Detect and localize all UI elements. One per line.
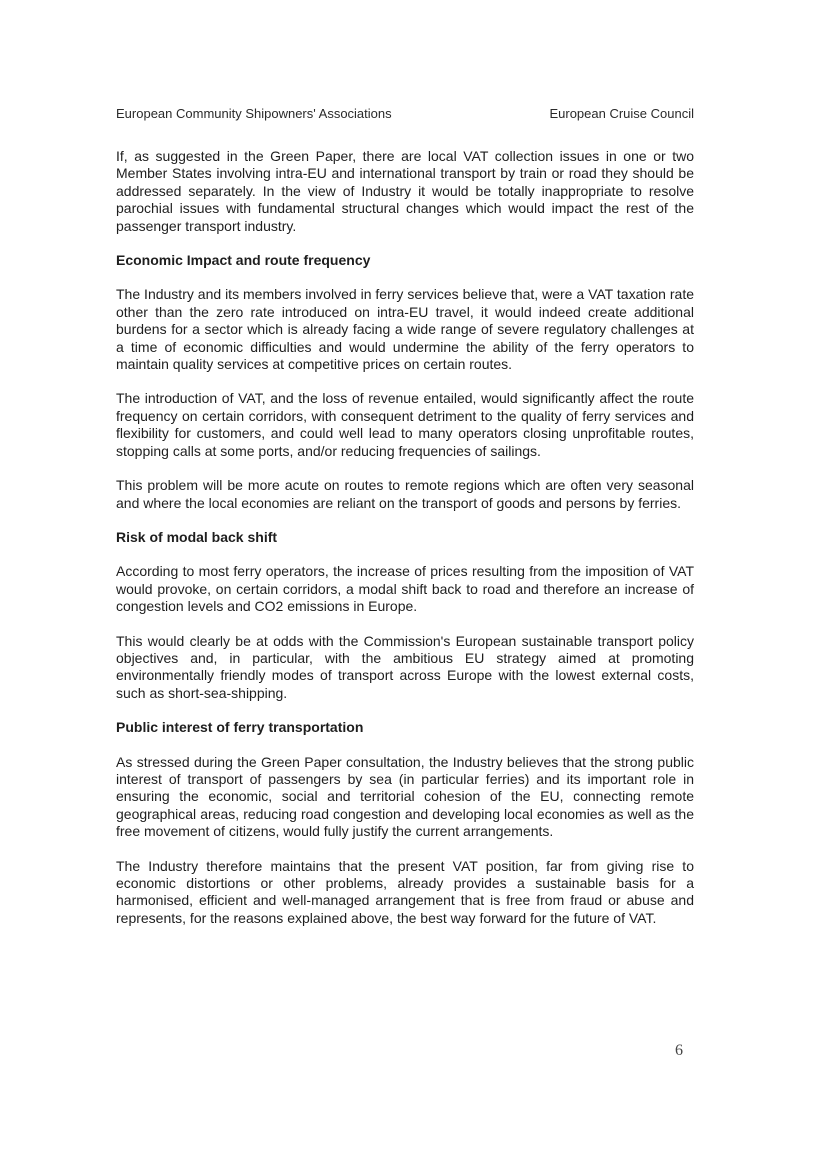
page-content xyxy=(116,148,694,944)
paragraph-7: As stressed during the Green Paper consultation, the Industry believes that the strong public interest of transport of passengers by sea (in particular ferries) and its important role in ensuring the economic, social and territorial cohesion of the EU, connecting remote geographical areas, reducing road congestion and developing local economies as well as the free movement of citizens, would fully justify the current arrangements. xyxy=(116,753,694,840)
paragraph-2: The Industry and its members involved in ferry services believe that, were a VAT taxation rate other than the zero rate introduced on intra-EU travel, it would indeed create additional burdens for a sector which is already facing a wide range of severe regulatory challenges at a time of economic difficulties and would undermine the ability of the ferry operators to maintain quality services at competitive prices on certain routes. xyxy=(116,286,694,373)
heading-economic-impact: Economic Impact and route frequency xyxy=(116,252,371,269)
page-number: 6 xyxy=(675,1042,683,1059)
paragraph-4: This problem will be more acute on routes to remote regions which are often very seasonal and where the local economies are reliant on the transport of goods and persons by ferries. xyxy=(116,477,694,511)
paragraph-8: The Industry therefore maintains that the present VAT position, far from giving rise to economic distortions or other problems, already provides a sustainable basis for a harmonised, efficient and well-managed arrangement that is free from fraud or abuse and represents, for the reasons explained above, the best way forward for the future of VAT. xyxy=(116,857,694,926)
paragraph-5: According to most ferry operators, the increase of prices resulting from the imposition of VAT would provoke, on certain corridors, a modal shift back to road and therefore an increase of congestion levels and CO2 emissions in Europe. xyxy=(116,563,694,615)
header-left: European Community Shipowners' Associations xyxy=(116,106,392,121)
paragraph-1: If, as suggested in the Green Paper, there are local VAT collection issues in one or two Member States involving intra-EU and international transport by train or road they should be addressed separately. In the view of Industry it would be totally inappropriate to resolve parochial issues with fundamental structural changes which would impact the rest of the passenger transport industry. xyxy=(116,148,694,234)
paragraph-6: This would clearly be at odds with the Commission's European sustainable transport policy objectives and, in particular, with the ambitious EU strategy aimed at promoting environmentally friendly modes of transport across Europe with the lowest external costs, such as short-sea-shipping. xyxy=(116,632,694,701)
page-header xyxy=(116,106,694,121)
header-right: European Cruise Council xyxy=(549,106,694,121)
paragraph-3: The introduction of VAT, and the loss of revenue entailed, would significantly affect the route frequency on certain corridors, with consequent detriment to the quality of ferry services and flexibility for customers, and could well lead to many operators closing unprofitable routes, stopping calls at some ports, and/or reducing frequencies of sailings. xyxy=(116,390,694,459)
heading-public-interest: Public interest of ferry transportation xyxy=(116,719,364,736)
heading-modal-back-shift: Risk of modal back shift xyxy=(116,528,278,545)
